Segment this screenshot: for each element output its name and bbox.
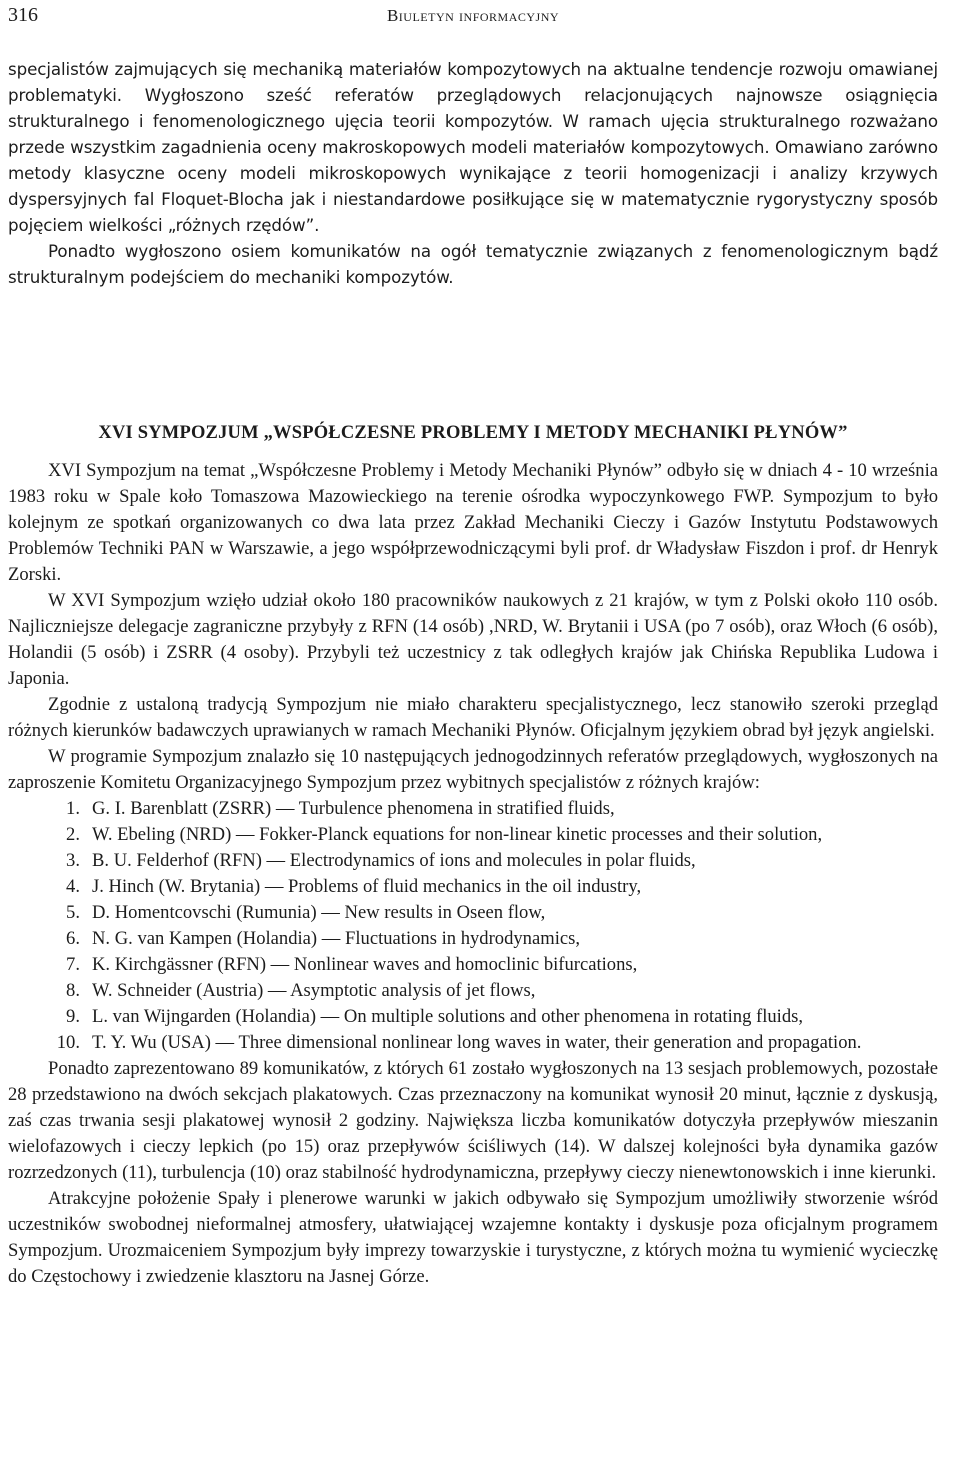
lecture-text: T. Y. Wu (USA) — Three dimensional nonlinear long waves in water, their generation and propagation.: [92, 1032, 862, 1053]
section-title: XVI SYMPOZJUM „WSPÓŁCZESNE PROBLEMY I METODY MECHANIKI PŁYNÓW”: [98, 423, 848, 443]
lecture-number: 6.: [66, 928, 80, 949]
lecture-number: 9.: [66, 1006, 80, 1027]
page-number: 316: [8, 4, 38, 26]
lecture-text: L. van Wijngarden (Holandia) — On multiple solutions and other phenomena in rotating fluids,: [92, 1006, 804, 1027]
lecture-text: W. Ebeling (NRD) — Fokker-Planck equations for non-linear kinetic processes and their solution,: [92, 824, 823, 845]
list-item: [8, 848, 938, 874]
list-item: [8, 978, 938, 1004]
page-header: [8, 4, 938, 32]
lecture-text: K. Kirchgässner (RFN) — Nonlinear waves and homoclinic bifurcations,: [92, 954, 638, 975]
section-paragraph: Ponadto zaprezentowano 89 komunikatów, z których 61 zostało wygłoszonych na 13 sesjach problemowych, pozostałe 28 przedstawiono na dwóch sekcjach plakatowych. Czas przeznaczony na komunikat wynosił 20 minut, łącznie z dyskusją, zaś czas trwania sesji plakatowej wynosił 2 godziny. Największa liczba komunikatów dotyczyła przepływów mieszanin wielofazowych i cieczy lepkich (po 15) oraz przepływów ściśliwych (14). W dalszej kolejności była dynamika gazów rozrzedzonych (11), turbulencja (10) oraz stabilność hydrodynamiczna, przepływy cieczy nienewtonowskich i inne kierunki.: [8, 1058, 938, 1183]
lecture-text: J. Hinch (W. Brytania) — Problems of fluid mechanics in the oil industry,: [92, 876, 642, 897]
intro-section: [8, 56, 938, 290]
lecture-text: B. U. Felderhof (RFN) — Electrodynamics of ions and molecules in polar fluids,: [92, 850, 696, 871]
lecture-text: W. Schneider (Austria) — Asymptotic analysis of jet flows,: [92, 980, 536, 1001]
lecture-text: D. Homentcovschi (Rumunia) — New results in Oseen flow,: [92, 902, 546, 923]
list-item: [8, 796, 938, 822]
page-body: [8, 56, 938, 1290]
list-item: [8, 900, 938, 926]
list-item: [8, 1004, 938, 1030]
list-item: [8, 1030, 938, 1056]
lecture-number: 1.: [66, 798, 80, 819]
section-paragraph: W XVI Sympozjum wzięło udział około 180 pracowników naukowych z 21 krajów, w tym z Polski około 110 osób. Najliczniejsze delegacje zagraniczne przybyły z RFN (14 osób) ,NRD, W. Brytanii i USA (po 7 osób), oraz Włoch (6 osób), Holandii (5 osób) i ZSRR (4 osoby). Przybyli też uczestnicy z tak odległych krajów jak Chińska Republika Ludowa i Japonia.: [8, 590, 938, 689]
lecture-number: 5.: [66, 902, 80, 923]
lecture-number: 2.: [66, 824, 80, 845]
list-item: [8, 926, 938, 952]
list-item: [8, 822, 938, 848]
lecture-list: [8, 796, 938, 1056]
lecture-text: N. G. van Kampen (Holandia) — Fluctuations in hydrodynamics,: [92, 928, 580, 949]
section-paragraph: XVI Sympozjum na temat „Współczesne Problemy i Metody Mechaniki Płynów” odbyło się w dniach 4 - 10 września 1983 roku w Spale koło Tomaszowa Mazowieckiego na terenie ośrodka wypoczynkowego FWP. Sympozjum to było kolejnym ze spotkań organizowanych co dwa lata przez Zakład Mechaniki Cieczy i Gazów Instytutu Podstawowych Problemów Techniki PAN w Warszawie, a jego współprzewodniczącymi byli prof. dr Władysław Fiszdon i prof. dr Henryk Zorski.: [8, 460, 938, 585]
lecture-number: 10.: [56, 1032, 80, 1053]
lecture-number: 4.: [66, 876, 80, 897]
list-item: [8, 874, 938, 900]
lecture-number: 3.: [66, 850, 80, 871]
lecture-text: G. I. Barenblatt (ZSRR) — Turbulence phenomena in stratified fluids,: [92, 798, 615, 819]
list-item: [8, 952, 938, 978]
lecture-number: 7.: [66, 954, 80, 975]
section-paragraph: Atrakcyjne położenie Spały i plenerowe warunki w jakich odbywało się Sympozjum umożliwiły stworzenie wśród uczestników swobodnej nieformalnej atmosfery, ułatwiającej wzajemne kontakty i dyskusje poza oficjalnym programem Sympozjum. Urozmaiceniem Sympozjum były imprezy towarzyskie i turystyczne, z których można tu wymienić wycieczkę do Częstochowy i zwiedzenie klasztoru na Jasnej Górze.: [8, 1188, 938, 1287]
section-paragraph: Zgodnie z ustaloną tradycją Sympozjum nie miało charakteru specjalistycznego, lecz stanowiło szeroki przegląd różnych kierunków badawczych uprawianych w ramach Mechaniki Płynów. Oficjalnym językiem obrad był język angielski.: [8, 694, 938, 741]
intro-paragraph: Ponadto wygłoszono osiem komunikatów na ogół tematycznie związanych z fenomenologicznym bądź strukturalnym podejściem do mechaniki kompozytów.: [8, 241, 938, 287]
running-head: Biuletyn informacyjny: [386, 6, 560, 25]
section-paragraph: W programie Sympozjum znalazło się 10 następujących jednogodzinnych referatów przeglądowych, wygłoszonych na zaproszenie Komitetu Organizacyjnego Sympozjum przez wybitnych specjalistów z różnych krajów:: [8, 746, 938, 793]
lecture-number: 8.: [66, 980, 80, 1001]
intro-paragraph: specjalistów zajmujących się mechaniką materiałów kompozytowych na aktualne tendencje rozwoju omawianej problematyki. Wygłoszono sześć referatów przeglądowych relacjonujących najnowsze osiągnięcia strukturalnego i fenomenologicznego ujęcia teorii kompozytów. W ramach ujęcia strukturalnego rozważano przede wszystkim zagadnienia oceny makroskopowych modeli materiałów kompozytowych. Omawiano zarówno metody klasyczne oceny modeli mikroskopowych wynikające z teorii homogenizacji i analizy krzywych dyspersyjnych fal Floquet-Blocha jak i niestandardowe posiłkujące się w matematycznie rygorystyczny sposób pojęciem wielkości „różnych rzędów”.: [8, 59, 938, 235]
